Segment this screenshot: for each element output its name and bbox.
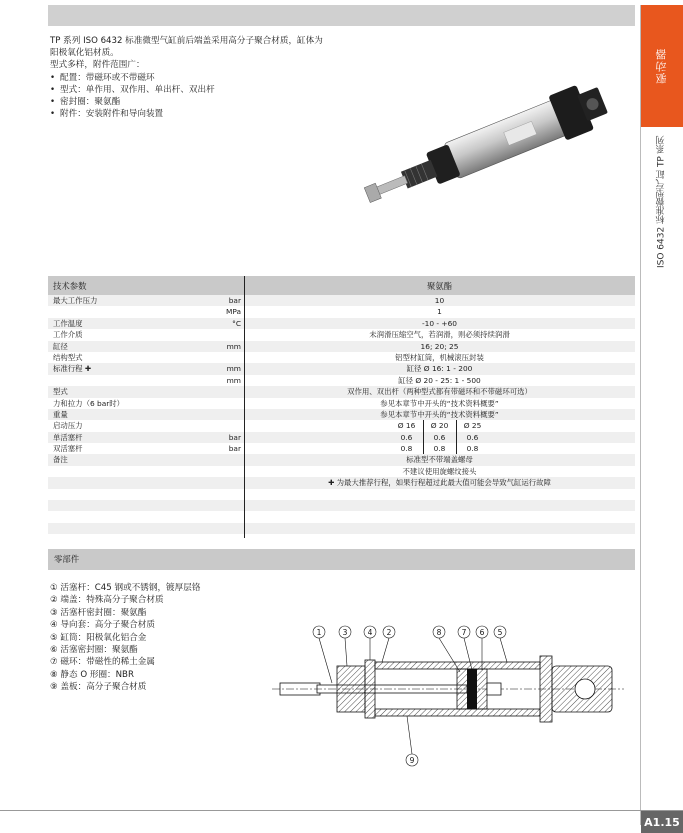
row-value-cell: Ø 20	[423, 420, 457, 431]
row-label	[48, 523, 203, 534]
row-value	[244, 523, 635, 534]
header-label: 技术参数	[53, 280, 87, 291]
table-row	[48, 432, 635, 443]
table-row	[48, 386, 635, 397]
row-label: 缸径	[53, 341, 68, 351]
list-item: • 密封圈：聚氨酯	[50, 96, 350, 108]
table-row	[48, 466, 635, 477]
row-value: 未润滑压缩空气，若润滑，则必须持续润滑	[369, 330, 510, 340]
row-value-columns	[391, 432, 489, 443]
row-value	[244, 489, 635, 500]
row-unit	[203, 329, 244, 340]
tech-spec-table	[48, 276, 635, 534]
row-label: 备注	[53, 455, 68, 465]
table-row	[48, 398, 635, 409]
row-value: 参见本章节中开头的“技术资料概要”	[380, 409, 499, 419]
row-unit: bar	[228, 296, 241, 305]
row-value: 铝型材缸筒，机械滚压封装	[395, 352, 484, 362]
list-item: • 型式：单作用、双作用、单出杆、双出杆	[50, 84, 350, 96]
row-label	[48, 477, 203, 488]
callout-label: 8	[436, 628, 442, 637]
row-value	[244, 500, 635, 511]
callout-label: 9	[409, 756, 415, 765]
series-label: ISO 6432 标准微型气缸 TP 系列	[656, 135, 667, 269]
page-number: A1.15	[641, 811, 683, 833]
list-item: ⑧ 静态 O 形圈：NBR	[50, 669, 134, 680]
intro-line: 型式多样，附件范围广：	[50, 60, 145, 71]
callout-label: 5	[497, 628, 503, 637]
row-value: 缸径 Ø 16: 1 - 200	[406, 364, 473, 374]
row-unit	[203, 398, 244, 409]
row-value	[244, 443, 635, 454]
list-item: ⑥ 活塞密封圈：聚氨酯	[50, 645, 138, 656]
row-value: -10 - +60	[421, 318, 458, 328]
list-item: ② 端盖：特殊高分子聚合材质	[50, 595, 164, 606]
row-value: 缸径 Ø 20 - 25: 1 - 500	[398, 375, 481, 385]
row-label: 工作介质	[53, 330, 83, 340]
table-row	[48, 329, 635, 340]
row-value-cell: 0.8	[466, 444, 479, 454]
row-unit	[203, 466, 244, 477]
row-value	[244, 420, 635, 431]
row-unit	[203, 523, 244, 534]
row-label	[48, 466, 203, 477]
row-label: 最大工作压力	[53, 296, 98, 305]
row-label	[48, 306, 203, 317]
side-divider	[640, 5, 641, 825]
row-label: 结构型式	[53, 352, 83, 362]
callout-label: 2	[386, 628, 392, 637]
table-row	[48, 306, 635, 317]
row-value-cell: 0.8	[423, 443, 457, 454]
row-label: 启动压力	[53, 421, 83, 431]
list-item: ③ 活塞杆密封圈：聚氨酯	[50, 607, 147, 618]
table-row	[48, 454, 635, 465]
parts-list	[50, 582, 280, 694]
table-row	[48, 341, 635, 352]
row-unit	[203, 477, 244, 488]
header-bar	[48, 5, 635, 26]
table-row	[48, 500, 635, 511]
cylinder-photo	[360, 82, 622, 220]
category-tab-label: 驱动器	[655, 48, 668, 84]
table-row	[48, 443, 635, 454]
row-value: 不建议使用旋螺纹接头	[402, 466, 477, 476]
row-unit: °C	[232, 318, 241, 328]
callout-label: 7	[461, 628, 467, 637]
row-unit: bar	[228, 444, 241, 454]
row-unit	[203, 454, 244, 465]
list-item: • 配置：带磁环或不带磁环	[50, 72, 350, 84]
row-unit	[203, 511, 244, 522]
list-item: ① 活塞杆：C45 钢或不锈钢，镀厚层铬	[50, 583, 201, 593]
intro-text	[50, 35, 350, 120]
list-item: ⑤ 缸筒：阳极氧化铝合金	[50, 632, 147, 643]
row-label	[48, 489, 203, 500]
row-label: 双活塞杆	[53, 444, 83, 454]
callout-label: 1	[316, 628, 322, 637]
table-row	[48, 363, 635, 374]
table-row	[48, 420, 635, 431]
row-value: 10	[434, 296, 445, 305]
row-value-columns	[391, 420, 489, 431]
row-unit: mm	[226, 375, 241, 385]
row-value-cell: Ø 16	[397, 421, 416, 431]
table-row	[48, 318, 635, 329]
row-value	[244, 511, 635, 522]
row-unit	[203, 352, 244, 363]
row-unit	[203, 409, 244, 420]
list-item: ⑦ 磁环：带磁性的稀土金属	[50, 657, 155, 668]
callout-label: 6	[479, 628, 485, 637]
table-body	[48, 295, 635, 534]
table-row	[48, 352, 635, 363]
callout-label: 3	[342, 628, 348, 637]
row-unit	[203, 489, 244, 500]
row-value: 16; 20; 25	[420, 341, 459, 351]
row-label	[48, 500, 203, 511]
row-value-cell: 0.6	[423, 432, 457, 443]
row-unit: mm	[226, 364, 241, 374]
intro-line: TP 系列 ISO 6432 标准微型气缸前后端盖采用高分子聚合材质，缸体为	[50, 36, 323, 46]
row-unit	[203, 500, 244, 511]
row-value: 参见本章节中开头的“技术资料概要”	[380, 398, 499, 408]
row-label	[48, 375, 203, 386]
row-label	[48, 511, 203, 522]
row-value-columns	[391, 443, 489, 454]
row-value: ✚ 为最大推荐行程，如果行程超过此最大值可能会导致气缸运行故障	[328, 478, 551, 488]
row-label: 重量	[53, 409, 68, 419]
row-unit	[203, 420, 244, 431]
row-label: 标准行程 ✚	[53, 364, 92, 374]
row-label: 工作温度	[53, 318, 83, 328]
table-row	[48, 477, 635, 488]
row-unit: MPa	[225, 307, 241, 317]
table-divider	[244, 276, 245, 538]
row-label: 型式	[53, 387, 68, 397]
callout-label: 4	[367, 628, 373, 637]
table-row	[48, 523, 635, 534]
table-header	[48, 276, 635, 295]
intro-line: 阳极氧化铝材质。	[50, 48, 119, 59]
row-unit: bar	[228, 432, 241, 442]
row-unit: mm	[226, 341, 241, 351]
row-value-cell: Ø 25	[463, 421, 482, 431]
list-item: ⑨ 盖板：高分子聚合材质	[50, 682, 147, 693]
footer-divider	[0, 810, 683, 811]
table-row	[48, 511, 635, 522]
header-material: 聚氨酯	[426, 280, 453, 291]
parts-header: 零部件	[48, 549, 635, 570]
row-unit	[203, 386, 244, 397]
row-value: 标准型不带端盖螺母	[406, 455, 473, 465]
row-value	[244, 432, 635, 443]
row-value-cell: 0.6	[400, 432, 413, 442]
cross-section-drawing	[272, 620, 627, 770]
table-row	[48, 409, 635, 420]
table-row	[48, 375, 635, 386]
feature-list	[50, 72, 350, 121]
row-value: 双作用、双出杆（两种型式都有带磁环和不带磁环可选）	[347, 387, 532, 397]
list-item: ④ 导向套：高分子聚合材质	[50, 620, 155, 631]
table-row	[48, 489, 635, 500]
row-label: 力和拉力（6 bar时）	[53, 398, 125, 408]
row-value: 1	[437, 307, 442, 317]
list-item: • 附件：安装附件和导向装置	[50, 108, 350, 120]
row-value-cell: 0.6	[466, 432, 479, 442]
row-label: 单活塞杆	[53, 432, 83, 442]
table-row	[48, 295, 635, 306]
row-value-cell: 0.8	[400, 444, 413, 454]
